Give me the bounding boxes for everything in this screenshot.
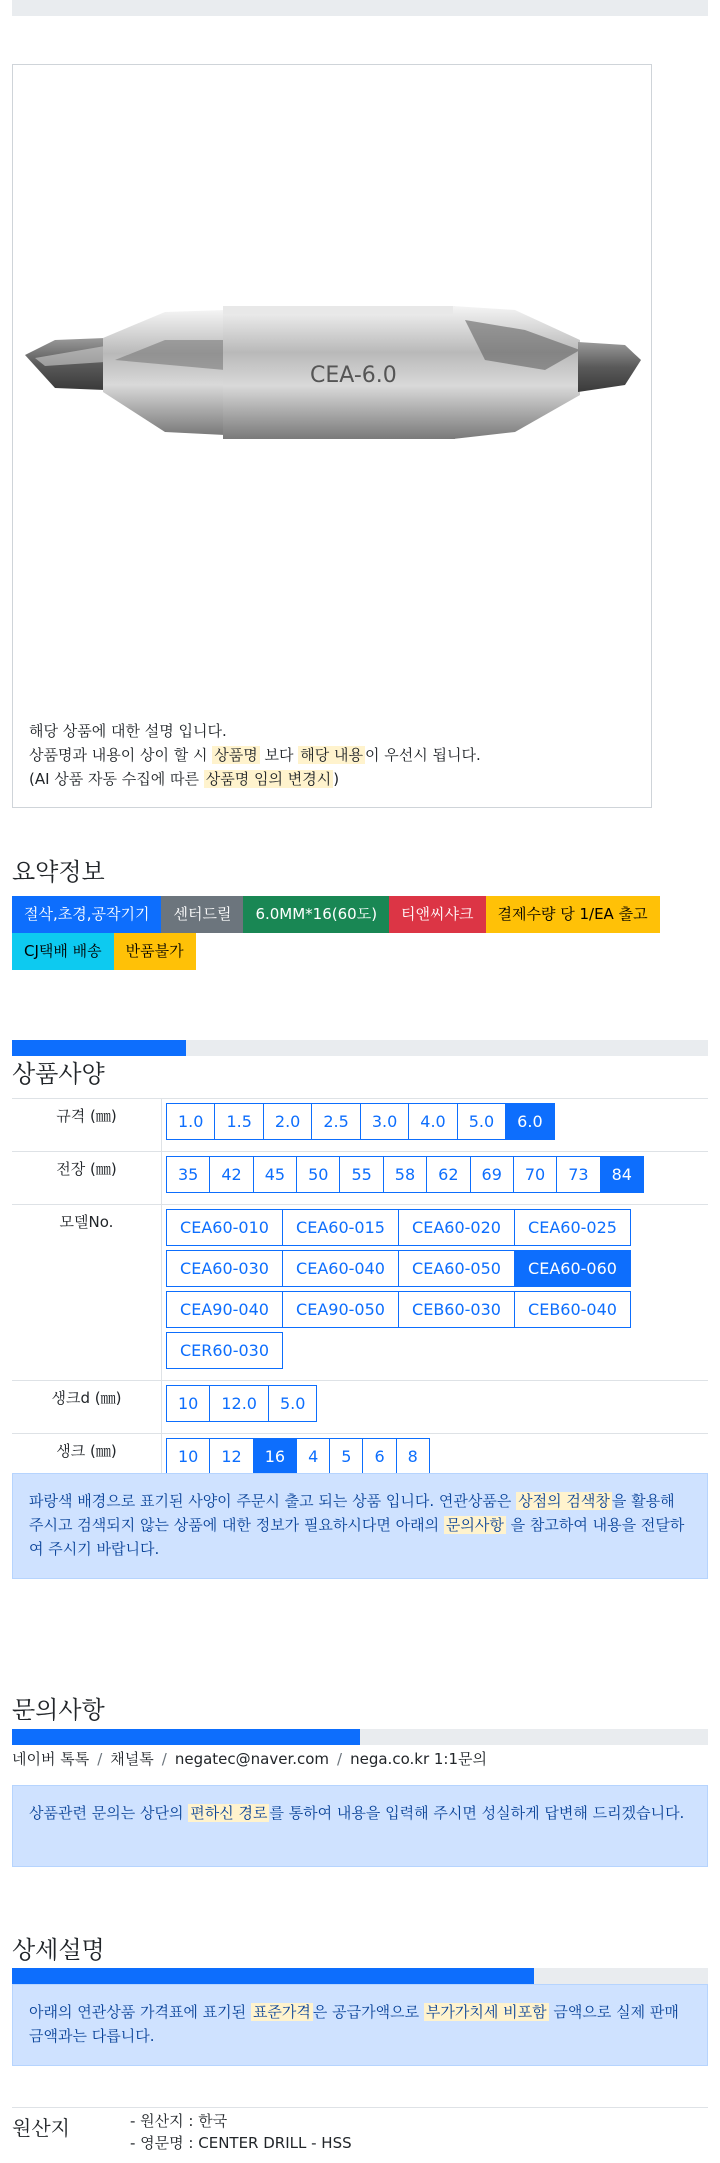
- spec-option-button[interactable]: 8: [396, 1438, 430, 1475]
- spec-option-button[interactable]: CEA60-030: [166, 1250, 283, 1287]
- highlight-name-change: 상품명 임의 변경시: [205, 770, 332, 788]
- origin-details: [130, 2110, 352, 2154]
- spec-options: [162, 1205, 708, 1380]
- spec-option-button[interactable]: 5.0: [268, 1385, 317, 1422]
- inquiry-link[interactable]: 네이버 톡톡: [12, 1750, 90, 1768]
- highlight-product-name: 상품명: [214, 746, 258, 764]
- spec-option-button[interactable]: CEB60-040: [514, 1291, 631, 1328]
- spec-row: [12, 1098, 708, 1151]
- spec-option-button[interactable]: 62: [426, 1156, 470, 1193]
- breadcrumb-separator: /: [97, 1750, 103, 1768]
- spec-label: 규격 (㎜): [12, 1099, 162, 1151]
- summary-badge: 센터드릴: [161, 896, 243, 933]
- spec-option-button[interactable]: 16: [253, 1438, 297, 1475]
- spec-label: 생크 (㎜): [12, 1434, 162, 1486]
- spec-option-button[interactable]: CEA60-050: [398, 1250, 515, 1287]
- spec-option-button[interactable]: 12: [209, 1438, 253, 1475]
- center-drill-image: [25, 300, 641, 445]
- spec-option-button[interactable]: 3.0: [360, 1103, 409, 1140]
- spec-label: 전장 (㎜): [12, 1152, 162, 1204]
- spec-row: [12, 1151, 708, 1204]
- spec-option-button[interactable]: 5.0: [457, 1103, 506, 1140]
- spec-option-button[interactable]: 73: [556, 1156, 600, 1193]
- spec-option-button[interactable]: 10: [166, 1438, 210, 1475]
- badge-row-1: [12, 896, 708, 933]
- spec-option-button[interactable]: 6.0: [505, 1103, 554, 1140]
- breadcrumb-separator: /: [337, 1750, 343, 1768]
- summary-badge: 티앤씨샤크: [389, 896, 485, 933]
- drill-marking: CEA-6.0: [310, 363, 397, 388]
- inquiry-notice: 상품관련 문의는 상단의 편하신 경로 를 통하여 내용을 입력해 주시면 성실하게 답변해 드리겠습니다.: [12, 1785, 708, 1867]
- spec-option-button[interactable]: CEA90-050: [282, 1291, 399, 1328]
- highlight-route: 편하신 경로: [190, 1804, 268, 1822]
- spec-option-button[interactable]: 2.0: [263, 1103, 312, 1140]
- spec-option-button[interactable]: 45: [253, 1156, 297, 1193]
- summary-title: 요약정보: [12, 858, 105, 886]
- spec-table: [12, 1098, 708, 1487]
- description-line2: 상품명과 내용이 상이 할 시 상품명 보다 해당 내용 이 우선시 됩니다.: [29, 746, 481, 764]
- spec-option-button[interactable]: CEA60-040: [282, 1250, 399, 1287]
- spec-option-button[interactable]: 84: [600, 1156, 644, 1193]
- spec-option-button[interactable]: 42: [209, 1156, 253, 1193]
- spec-option-button[interactable]: 4: [296, 1438, 330, 1475]
- spec-option-button[interactable]: 1.0: [166, 1103, 215, 1140]
- product-image-box: [12, 64, 652, 808]
- origin-divider: [12, 2107, 708, 2108]
- inquiry-progress-fill: [12, 1729, 360, 1745]
- spec-option-button[interactable]: 55: [339, 1156, 383, 1193]
- spec-option-button[interactable]: CEA60-025: [514, 1209, 631, 1246]
- summary-badges: [12, 896, 708, 970]
- breadcrumb-separator: /: [161, 1750, 167, 1768]
- spec-notice: 파랑색 배경으로 표기된 사양이 주문시 출고 되는 상품 입니다. 연관상품은 상점의 검색창 을 활용해 주시고 검색되지 않는 상품에 대한 정보가 필요하시다면 아래의 문의사항 을 참고하여 내용을 전달하여 주시기 바랍니다.: [12, 1473, 708, 1579]
- summary-badge: 6.0MM*16(60도): [243, 896, 389, 933]
- inquiry-link[interactable]: nega.co.kr 1:1문의: [350, 1750, 487, 1768]
- top-bar: [12, 0, 708, 16]
- inquiry-link[interactable]: negatec@naver.com: [174, 1750, 330, 1768]
- highlight-vat: 부가가치세 비포함: [425, 2003, 547, 2021]
- spec-label: 생크d (㎜): [12, 1381, 162, 1433]
- spec-option-button[interactable]: CEA60-060: [514, 1250, 631, 1287]
- detail-progress-fill: [12, 1968, 534, 1984]
- highlight-inquiry: 문의사항: [445, 1516, 504, 1534]
- spec-option-button[interactable]: 10: [166, 1385, 210, 1422]
- origin-english-name: - 영문명 : CENTER DRILL - HSS: [130, 2134, 352, 2152]
- spec-option-button[interactable]: CEA90-040: [166, 1291, 283, 1328]
- spec-option-button[interactable]: 35: [166, 1156, 210, 1193]
- spec-row: [12, 1204, 708, 1380]
- badge-row-2: [12, 933, 708, 970]
- spec-options: [162, 1152, 708, 1204]
- spec-progress-bar: [12, 1040, 708, 1056]
- inquiry-progress-bar: [12, 1729, 708, 1745]
- summary-badge: 반품불가: [114, 933, 196, 970]
- highlight-content: 해당 내용: [300, 746, 363, 764]
- spec-option-button[interactable]: 70: [513, 1156, 557, 1193]
- origin-country: - 원산지 : 한국: [130, 2112, 228, 2130]
- spec-option-button[interactable]: CEA60-015: [282, 1209, 399, 1246]
- spec-options: [162, 1099, 708, 1151]
- spec-options: [162, 1381, 708, 1433]
- highlight-standard-price: 표준가격: [252, 2003, 311, 2021]
- spec-option-button[interactable]: CEA60-010: [166, 1209, 283, 1246]
- description-line3: (AI 상품 자동 수집에 따른 상품명 임의 변경시 ): [29, 770, 340, 788]
- spec-option-button[interactable]: CEB60-030: [398, 1291, 515, 1328]
- inquiry-link[interactable]: 채널톡: [110, 1750, 154, 1768]
- spec-label: 모델No.: [12, 1205, 162, 1380]
- spec-row: [12, 1380, 708, 1433]
- spec-option-button[interactable]: 58: [383, 1156, 427, 1193]
- product-description: [29, 719, 481, 791]
- spec-title: 상품사양: [12, 1060, 105, 1088]
- summary-badge: 절삭,초경,공작기기: [12, 896, 161, 933]
- spec-option-button[interactable]: 1.5: [214, 1103, 263, 1140]
- origin-title: 원산지: [12, 2116, 70, 2140]
- spec-option-button[interactable]: CEA60-020: [398, 1209, 515, 1246]
- description-line1: 해당 상품에 대한 설명 입니다.: [29, 722, 227, 740]
- spec-option-button[interactable]: 2.5: [311, 1103, 360, 1140]
- spec-option-button[interactable]: 6: [362, 1438, 396, 1475]
- spec-option-button[interactable]: 4.0: [408, 1103, 457, 1140]
- inquiry-title: 문의사항: [12, 1696, 105, 1724]
- detail-notice: 아래의 연관상품 가격표에 표기된 표준가격 은 공급가액으로 부가가치세 비포함 금액으로 실제 판매금액과는 다릅니다.: [12, 1984, 708, 2066]
- detail-title: 상세설명: [12, 1936, 105, 1964]
- spec-option-button[interactable]: CER60-030: [166, 1332, 283, 1369]
- spec-option-button[interactable]: 5: [329, 1438, 363, 1475]
- spec-option-button[interactable]: 50: [296, 1156, 340, 1193]
- spec-option-button[interactable]: 69: [470, 1156, 514, 1193]
- inquiry-links: [12, 1748, 487, 1769]
- spec-option-button[interactable]: 12.0: [209, 1385, 269, 1422]
- detail-progress-bar: [12, 1968, 708, 1984]
- summary-badge: 결제수량 당 1/EA 출고: [486, 896, 660, 933]
- summary-badge: CJ택배 배송: [12, 933, 114, 970]
- highlight-search: 상점의 검색창: [518, 1492, 610, 1510]
